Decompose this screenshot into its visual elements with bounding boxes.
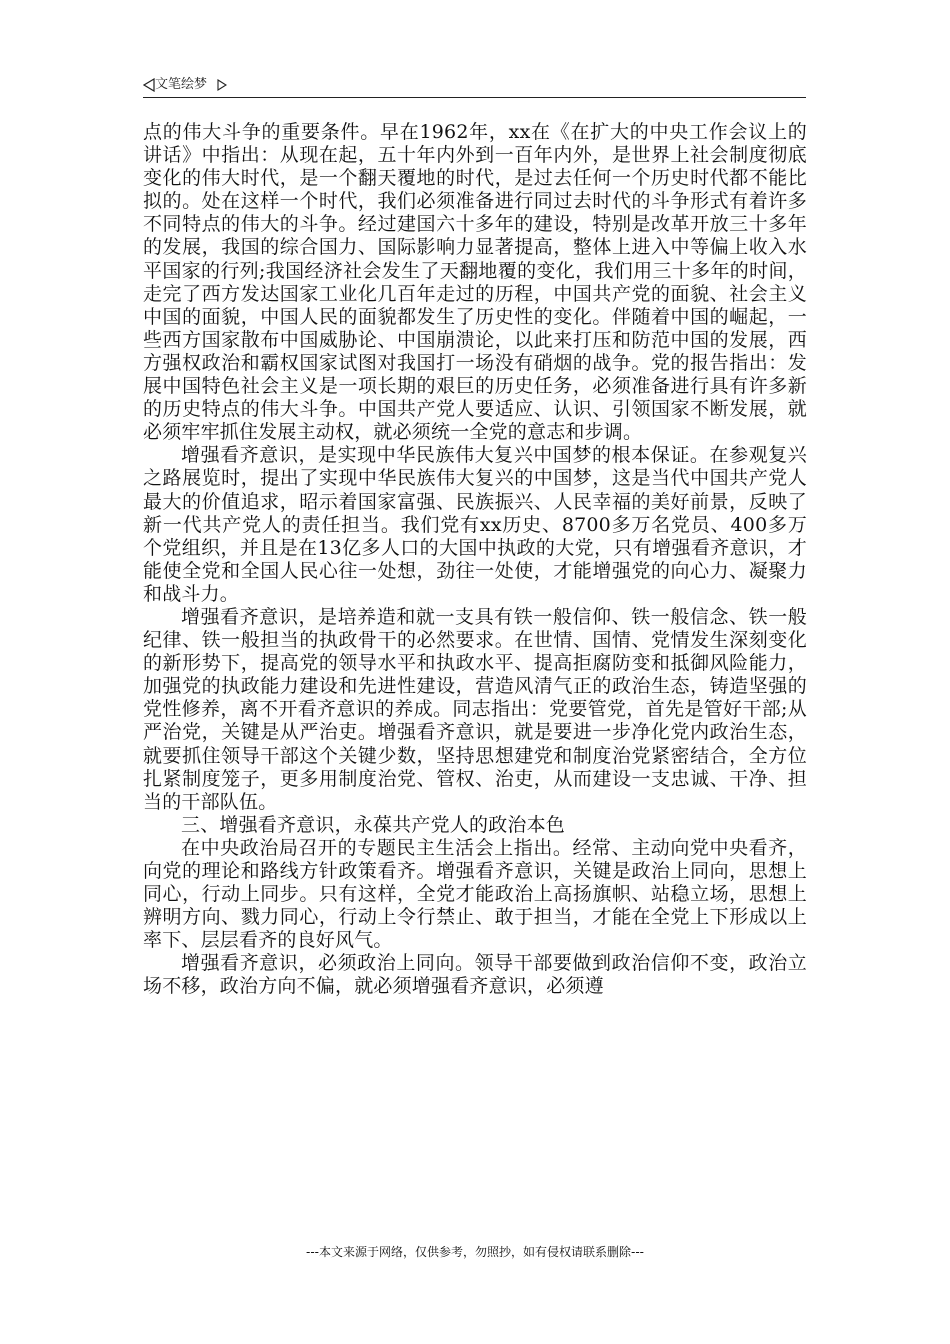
paragraph: 点的伟大斗争的重要条件。早在1962年，xx在《在扩大的中央工作会议上的讲话》中指出：从现在起，五十年内外到一百年内外，是世界上社会制度彻底变化的伟大时代，是一个翻天覆地的时代，是过去任何一个历史时代都不能比拟的。处在这样一个时代，我们必须准备进行同过去时代的斗争形式有着许多不同特点的伟大的斗争。经过建国六十多年的建设，特别是改革开放三十多年的发展，我国的综合国力、国际影响力显著提高，整体上进入中等偏上收入水平国家的行列;我国经济社会发生了天翻地覆的变化，我们用三十多年的时间，走完了西方发达国家工业化几百年走过的历程，中国共产党的面貌、社会主义中国的面貌，中国人民的面貌都发生了历史性的变化。伴随着中国的崛起，一些西方国家散布中国威胁论、中国崩溃论，以此来打压和防范中国的发展，西方强权政治和霸权国家试图对我国打一场没有硝烟的战争。党的报告指出：发展中国特色社会主义是一项长期的艰巨的历史任务，必须准备进行具有许多新的历史特点的伟大斗争。中国共产党人要适应、认识、引领国家不断发展，就必须牢牢抓住发展主动权，就必须统一全党的意志和步调。	[143, 121, 807, 444]
page-header	[143, 74, 806, 96]
right-triangle-icon	[217, 79, 227, 91]
left-triangle-icon	[143, 78, 155, 92]
document-body	[143, 121, 807, 999]
paragraph: 在中央政治局召开的专题民主生活会上指出。经常、主动向党中央看齐，向党的理论和路线方针政策看齐。增强看齐意识，关键是政治上同向，思想上同心，行动上同步。只有这样，全党才能政治上高扬旗帜、站稳立场，思想上辨明方向、戮力同心，行动上令行禁止、敢于担当，才能在全党上下形成以上率下、层层看齐的良好风气。	[143, 836, 807, 952]
header-brand: 文笔绘梦	[155, 77, 208, 92]
header-rule	[143, 97, 806, 98]
paragraph: 增强看齐意识，是培养造和就一支具有铁一般信仰、铁一般信念、铁一般纪律、铁一般担当的执政骨干的必然要求。在世情、国情、党情发生深刻变化的新形势下，提高党的领导水平和执政水平、提高拒腐防变和抵御风险能力，加强党的执政能力建设和先进性建设，营造风清气正的政治生态，铸造坚强的党性修养，离不开看齐意识的养成。同志指出：党要管党，首先是管好干部;从严治党，关键是从严治吏。增强看齐意识，就是要进一步净化党内政治生态，就要抓住领导干部这个关键少数，坚持思想建党和制度治党紧密结合，全方位扎紧制度笼子，更多用制度治党、管权、治吏，从而建设一支忠诚、干净、担当的干部队伍。	[143, 605, 807, 813]
paragraph: 增强看齐意识，必须政治上同向。领导干部要做到政治信仰不变，政治立场不移，政治方向不偏，就必须增强看齐意识，必须遵	[143, 952, 807, 998]
paragraph: 增强看齐意识，是实现中华民族伟大复兴中国梦的根本保证。在参观复兴之路展览时，提出了实现中华民族伟大复兴的中国梦，这是当代中国共产党人最大的价值追求，昭示着国家富强、民族振兴、人民幸福的美好前景，反映了新一代共产党人的责任担当。我们党有xx历史、8700多万名党员、400多万个党组织，并且是在13亿多人口的大国中执政的大党，只有增强看齐意识，才能使全党和全国人民心往一处想，劲往一处使，才能增强党的向心力、凝聚力和战斗力。	[143, 444, 807, 605]
section-heading: 三、增强看齐意识，永葆共产党人的政治本色	[181, 813, 566, 836]
footer-disclaimer: ---本文来源于网络，仅供参考，勿照抄，如有侵权请联系删除---	[306, 1245, 644, 1259]
